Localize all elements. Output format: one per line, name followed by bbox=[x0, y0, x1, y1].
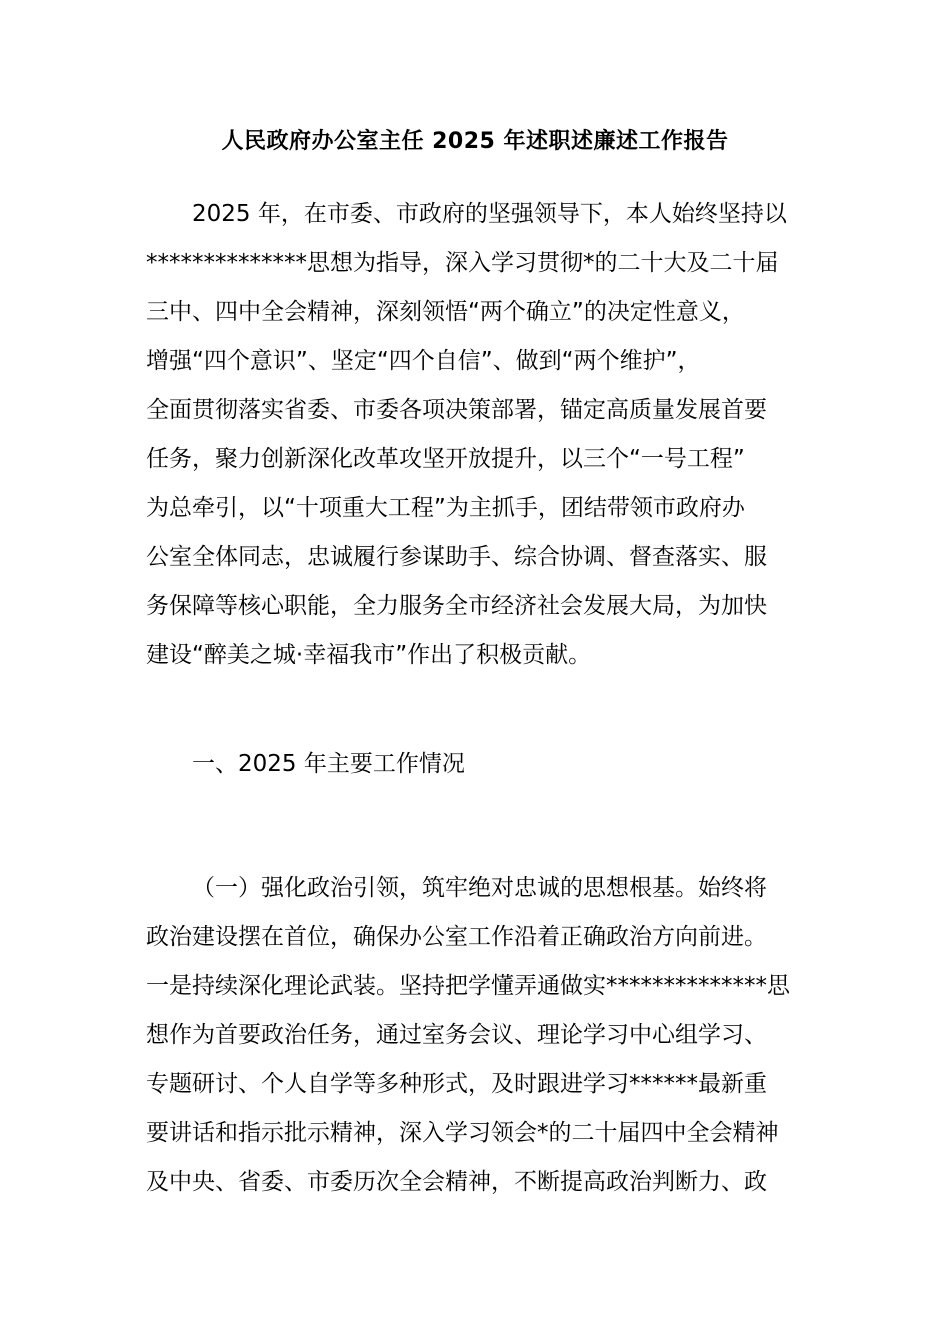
paragraph-line: 政治建设摆在首位，确保办公室工作沿着正确政治方向前进。 bbox=[146, 924, 767, 950]
paragraph-line: 要讲话和指示批示精神，深入学习领会*的二十届四中全会精神 bbox=[146, 1120, 779, 1146]
paragraph-line: **************思想为指导，深入学习贯彻*的二十大及二十届 bbox=[146, 250, 779, 276]
paragraph-line: 2025 年，在市委、市政府的坚强领导下，本人始终坚持以 bbox=[192, 201, 787, 227]
paragraph-line: 务保障等核心职能，全力服务全市经济社会发展大局，为加快 bbox=[146, 593, 767, 619]
paragraph-line: 建设“醉美之城·幸福我市”作出了积极贡献。 bbox=[146, 642, 592, 668]
paragraph-line: 一是持续深化理论武装。坚持把学懂弄通做实**************思 bbox=[146, 973, 790, 999]
paragraph-line: 增强“四个意识”、坚定“四个自信”、做到“两个维护”， bbox=[146, 348, 701, 374]
paragraph-line: 为总牵引，以“十项重大工程”为主抓手，团结带领市政府办 bbox=[146, 495, 745, 521]
paragraph-line: 三中、四中全会精神，深刻领悟“两个确立”的决定性意义， bbox=[146, 299, 745, 325]
section-paragraph bbox=[146, 864, 810, 1207]
paragraph-line: 全面贯彻落实省委、市委各项决策部署，锚定高质量发展首要 bbox=[146, 397, 767, 423]
paragraph-line: 任务，聚力创新深化改革攻坚开放提升，以三个“一号工程” bbox=[146, 446, 745, 472]
paragraph-line: 公室全体同志，忠诚履行参谋助手、综合协调、督查落实、服 bbox=[146, 544, 767, 570]
paragraph-line: （一）强化政治引领，筑牢绝对忠诚的思想根基。始终将 bbox=[192, 875, 767, 901]
document-title: 人民政府办公室主任 2025 年述职述廉述工作报告 bbox=[221, 129, 729, 154]
section-heading-text: 一、2025 年主要工作情况 bbox=[192, 751, 465, 777]
paragraph-line: 想作为首要政治任务，通过室务会议、理论学习中心组学习、 bbox=[146, 1022, 767, 1048]
paragraph-line: 及中央、省委、市委历次全会精神，不断提高政治判断力、政 bbox=[146, 1169, 767, 1195]
paragraph-line: 专题研讨、个人自学等多种形式，及时跟进学习******最新重 bbox=[146, 1071, 767, 1097]
intro-paragraph bbox=[146, 190, 810, 680]
section-heading bbox=[146, 740, 810, 789]
